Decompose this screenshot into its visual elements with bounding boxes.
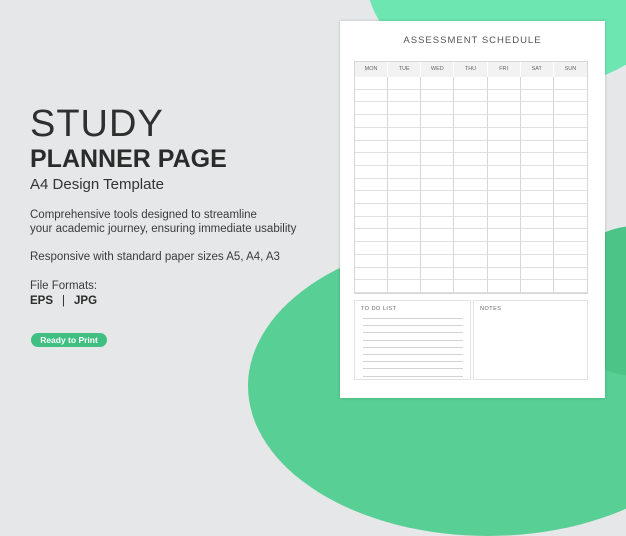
schedule-cell bbox=[355, 242, 388, 255]
schedule-cell bbox=[421, 280, 454, 293]
formats-list bbox=[30, 295, 97, 307]
schedule-cell bbox=[521, 191, 554, 204]
schedule-cell bbox=[554, 166, 587, 179]
schedule-cell bbox=[454, 115, 487, 128]
schedule-cell bbox=[554, 229, 587, 242]
schedule-cell bbox=[388, 90, 421, 103]
schedule-cell bbox=[521, 166, 554, 179]
schedule-cell bbox=[388, 166, 421, 179]
schedule-cell bbox=[521, 179, 554, 192]
schedule-cell bbox=[554, 268, 587, 281]
todo-line bbox=[363, 376, 463, 377]
todo-line bbox=[363, 318, 463, 319]
schedule-cell bbox=[488, 128, 521, 141]
schedule-cell bbox=[554, 179, 587, 192]
schedule-cell bbox=[488, 141, 521, 154]
schedule-cell bbox=[488, 115, 521, 128]
schedule-cell bbox=[454, 217, 487, 230]
format-eps: EPS bbox=[30, 295, 54, 307]
schedule-cell bbox=[388, 128, 421, 141]
schedule-cell bbox=[388, 280, 421, 293]
sheet-title: ASSESSMENT SCHEDULE bbox=[403, 35, 542, 46]
schedule-cell bbox=[554, 242, 587, 255]
schedule-cell bbox=[355, 217, 388, 230]
schedule-cell bbox=[521, 268, 554, 281]
schedule-cell bbox=[355, 255, 388, 268]
schedule-cell bbox=[388, 179, 421, 192]
schedule-cell bbox=[554, 204, 587, 217]
schedule-cell bbox=[554, 141, 587, 154]
schedule-cell bbox=[454, 229, 487, 242]
schedule-cell bbox=[355, 102, 388, 115]
schedule-cell bbox=[454, 179, 487, 192]
day-header: MON bbox=[355, 62, 388, 77]
day-header: TUE bbox=[388, 62, 421, 77]
schedule-cell bbox=[355, 179, 388, 192]
schedule-grid bbox=[354, 61, 588, 294]
schedule-cell bbox=[355, 268, 388, 281]
todo-label: TO DO LIST bbox=[361, 306, 397, 312]
schedule-cell bbox=[355, 77, 388, 90]
description-line: Comprehensive tools designed to streamline bbox=[30, 209, 257, 221]
schedule-cell bbox=[554, 90, 587, 103]
schedule-cell bbox=[421, 166, 454, 179]
schedule-cell bbox=[388, 191, 421, 204]
schedule-cell bbox=[521, 217, 554, 230]
notes-label: NOTES bbox=[480, 306, 502, 312]
schedule-cell bbox=[421, 179, 454, 192]
schedule-cell bbox=[488, 102, 521, 115]
schedule-cell bbox=[454, 255, 487, 268]
schedule-cell bbox=[454, 141, 487, 154]
schedule-cell bbox=[454, 204, 487, 217]
schedule-cell bbox=[488, 166, 521, 179]
schedule-cell bbox=[521, 128, 554, 141]
schedule-cell bbox=[521, 242, 554, 255]
schedule-cell bbox=[521, 153, 554, 166]
responsive-text: Responsive with standard paper sizes A5, A4, A3 bbox=[30, 251, 280, 263]
schedule-cell bbox=[454, 90, 487, 103]
schedule-cell bbox=[421, 102, 454, 115]
schedule-cell bbox=[421, 255, 454, 268]
schedule-cell bbox=[454, 268, 487, 281]
schedule-cell bbox=[454, 191, 487, 204]
schedule-cell bbox=[488, 217, 521, 230]
schedule-cell bbox=[521, 115, 554, 128]
day-header: FRI bbox=[488, 62, 521, 77]
schedule-cell bbox=[554, 128, 587, 141]
schedule-cell bbox=[454, 153, 487, 166]
schedule-cell bbox=[388, 77, 421, 90]
schedule-cell bbox=[488, 153, 521, 166]
schedule-cell bbox=[488, 280, 521, 293]
schedule-cell bbox=[554, 77, 587, 90]
title-study: STUDY bbox=[30, 103, 164, 145]
schedule-cell bbox=[454, 166, 487, 179]
schedule-cell bbox=[388, 204, 421, 217]
todo-line bbox=[363, 347, 463, 348]
schedule-cell bbox=[388, 141, 421, 154]
schedule-cell bbox=[488, 179, 521, 192]
schedule-cell bbox=[454, 280, 487, 293]
todo-line bbox=[363, 354, 463, 355]
schedule-cell bbox=[355, 229, 388, 242]
formats-label: File Formats: bbox=[30, 280, 98, 292]
schedule-cell bbox=[421, 217, 454, 230]
schedule-cell bbox=[421, 191, 454, 204]
todo-line bbox=[363, 340, 463, 341]
schedule-cell bbox=[521, 204, 554, 217]
schedule-cell bbox=[421, 204, 454, 217]
description-line: your academic journey, ensuring immediate usability bbox=[30, 223, 297, 235]
schedule-cell bbox=[521, 90, 554, 103]
schedule-cell bbox=[388, 217, 421, 230]
schedule-cell bbox=[421, 242, 454, 255]
schedule-cell bbox=[488, 191, 521, 204]
day-header: SAT bbox=[521, 62, 554, 77]
todo-line bbox=[363, 368, 463, 369]
schedule-cell bbox=[521, 255, 554, 268]
schedule-cell bbox=[554, 102, 587, 115]
todo-list-box bbox=[354, 300, 471, 380]
schedule-cell bbox=[521, 77, 554, 90]
format-separator: | bbox=[62, 295, 66, 307]
subtitle: A4 Design Template bbox=[30, 176, 164, 193]
schedule-cell bbox=[521, 229, 554, 242]
schedule-cell bbox=[521, 102, 554, 115]
schedule-cell bbox=[488, 255, 521, 268]
schedule-cell bbox=[421, 77, 454, 90]
todo-line bbox=[363, 361, 463, 362]
schedule-cell bbox=[454, 77, 487, 90]
schedule-cell bbox=[421, 268, 454, 281]
schedule-cell bbox=[388, 268, 421, 281]
title-planner-page: PLANNER PAGE bbox=[30, 145, 227, 173]
schedule-cell bbox=[388, 229, 421, 242]
schedule-cell bbox=[554, 217, 587, 230]
schedule-cell bbox=[488, 268, 521, 281]
schedule-cell bbox=[488, 90, 521, 103]
schedule-cell bbox=[488, 77, 521, 90]
day-header: WED bbox=[421, 62, 454, 77]
schedule-cell bbox=[421, 90, 454, 103]
schedule-cell bbox=[355, 141, 388, 154]
day-header: THU bbox=[454, 62, 487, 77]
schedule-cell bbox=[421, 128, 454, 141]
schedule-cell bbox=[388, 242, 421, 255]
schedule-cell bbox=[355, 191, 388, 204]
schedule-cell bbox=[521, 141, 554, 154]
schedule-cell bbox=[355, 128, 388, 141]
schedule-cell bbox=[554, 280, 587, 293]
schedule-cell bbox=[388, 255, 421, 268]
todo-line bbox=[363, 332, 463, 333]
schedule-cell bbox=[388, 115, 421, 128]
schedule-cell bbox=[355, 90, 388, 103]
schedule-cell bbox=[554, 255, 587, 268]
notes-box bbox=[473, 300, 588, 380]
schedule-cell bbox=[554, 191, 587, 204]
schedule-cell bbox=[421, 153, 454, 166]
schedule-cell bbox=[421, 229, 454, 242]
schedule-cell bbox=[454, 102, 487, 115]
schedule-cell bbox=[454, 242, 487, 255]
schedule-cell bbox=[554, 115, 587, 128]
schedule-cell bbox=[355, 166, 388, 179]
ready-to-print-badge: Ready to Print bbox=[31, 333, 107, 347]
schedule-cell bbox=[355, 280, 388, 293]
schedule-cell bbox=[388, 102, 421, 115]
schedule-cell bbox=[355, 204, 388, 217]
schedule-cell bbox=[488, 229, 521, 242]
schedule-cell bbox=[554, 153, 587, 166]
schedule-cell bbox=[488, 204, 521, 217]
day-header: SUN bbox=[554, 62, 587, 77]
schedule-cell bbox=[355, 115, 388, 128]
schedule-cell bbox=[521, 280, 554, 293]
planner-sheet bbox=[340, 21, 605, 398]
description bbox=[30, 208, 330, 236]
schedule-cell bbox=[421, 115, 454, 128]
todo-line bbox=[363, 325, 463, 326]
schedule-cell bbox=[488, 242, 521, 255]
schedule-cell bbox=[421, 141, 454, 154]
schedule-cell bbox=[388, 153, 421, 166]
format-jpg: JPG bbox=[74, 295, 98, 307]
schedule-cell bbox=[454, 128, 487, 141]
schedule-cell bbox=[355, 153, 388, 166]
